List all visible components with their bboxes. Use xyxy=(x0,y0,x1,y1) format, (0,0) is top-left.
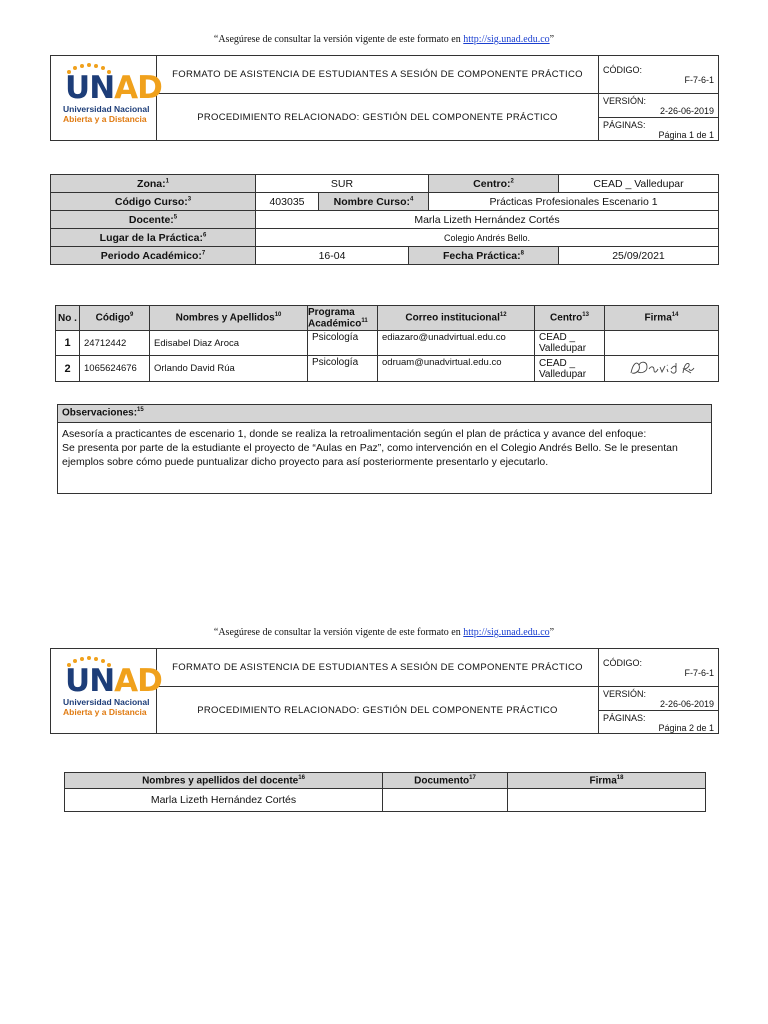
zona-value: SUR xyxy=(256,175,429,193)
docente-label: Docente:$^5$ xyxy=(51,211,256,229)
pages-label: PÁGINAS: xyxy=(603,713,646,723)
col-teacher-document: Documento$^{17}$ xyxy=(383,773,508,789)
teacher-name-value: Marla Lizeth Hernández Cortés xyxy=(65,789,383,812)
logo-wordmark: UNAD xyxy=(65,70,162,106)
col-programa: Programa Académico$^{11}$ xyxy=(308,306,378,331)
row-nombre: Orlando David Rúa xyxy=(150,356,308,382)
logo-distance-line: Abierta y a Distancia xyxy=(63,707,147,717)
logo-university-line: Universidad Nacional xyxy=(63,104,150,114)
observations-label: Observaciones:$^{15}$ xyxy=(58,405,711,423)
teacher-signature-value xyxy=(508,789,706,812)
version-notice: “Asegúrese de consultar la versión vigente de este formato en http://sig.unad.edu.co” xyxy=(213,34,555,45)
teacher-signature-table xyxy=(64,772,706,812)
logo-distance-line: Abierta y a Distancia xyxy=(63,114,147,124)
codigo-curso-label: Código Curso:$^3$ xyxy=(51,193,256,211)
docente-value: Marla Lizeth Hernández Cortés xyxy=(256,211,719,229)
procedure-title: PROCEDIMIENTO RELACIONADO: GESTIÓN DEL COMPONENTE PRÁCTICO xyxy=(157,687,599,734)
row-no: 1 xyxy=(56,331,80,356)
code-value: F-7-6-1 xyxy=(684,667,714,678)
code-cell xyxy=(599,56,719,94)
zona-label: Zona:$^1$ xyxy=(51,175,256,193)
students-header-row xyxy=(56,306,719,331)
row-codigo: 24712442 xyxy=(80,331,150,356)
centro-value: CEAD _ Valledupar xyxy=(559,175,719,193)
code-label: CÓDIGO: xyxy=(603,657,643,668)
nombre-curso-value: Prácticas Profesionales Escenario 1 xyxy=(429,193,719,211)
unad-logo xyxy=(51,56,162,140)
code-value: F-7-6-1 xyxy=(684,74,714,85)
logo-wordmark: UNAD xyxy=(65,663,162,699)
nombre-curso-label: Nombre Curso:$^4$ xyxy=(319,193,429,211)
code-label: CÓDIGO: xyxy=(603,64,643,75)
observations-line-1: Asesoría a practicantes de escenario 1, donde se realiza la retroalimentación según el plan de práctica y avance del enfoque: xyxy=(62,428,647,440)
version-pages-cell xyxy=(599,687,719,734)
row-programa: Psicología xyxy=(308,356,378,382)
version-value: 2-26-06-2019 xyxy=(659,106,714,116)
pages-value: Página 1 de 1 xyxy=(658,130,714,140)
row-no: 2 xyxy=(56,356,80,382)
row-centro: CEAD _ Valledupar xyxy=(535,331,605,356)
code-cell xyxy=(599,649,719,687)
teacher-document-value xyxy=(383,789,508,812)
lugar-value: Colegio Andrés Bello. xyxy=(256,229,719,247)
logo-cell xyxy=(51,649,162,734)
logo-university-line: Universidad Nacional xyxy=(63,697,150,707)
version-label: VERSIÓN: xyxy=(603,689,647,699)
version-value: 2-26-06-2019 xyxy=(659,699,714,709)
row-firma xyxy=(605,331,719,356)
pages-value: Página 2 de 1 xyxy=(658,723,714,733)
sig-link[interactable]: http://sig.unad.edu.co xyxy=(463,34,550,45)
col-codigo: Código$^9$ xyxy=(80,306,150,331)
col-centro: Centro$^{13}$ xyxy=(535,306,605,331)
form-title: FORMATO DE ASISTENCIA DE ESTUDIANTES A SESIÓN DE COMPONENTE PRÁCTICO xyxy=(157,649,599,687)
row-centro: CEAD _ Valledupar xyxy=(535,356,605,382)
fecha-value: 25/09/2021 xyxy=(559,247,719,265)
centro-label: Centro:$^2$ xyxy=(429,175,559,193)
table-row xyxy=(56,356,719,382)
procedure-title: PROCEDIMIENTO RELACIONADO: GESTIÓN DEL COMPONENTE PRÁCTICO xyxy=(157,94,599,141)
logo-cell xyxy=(51,56,162,141)
col-teacher-signature: Firma$^{18}$ xyxy=(508,773,706,789)
row-correo: odruam@unadvirtual.edu.co xyxy=(378,356,535,382)
fecha-label: Fecha Práctica:$^8$ xyxy=(409,247,559,265)
col-nombres: Nombres y Apellidos$^{10}$ xyxy=(150,306,308,331)
observations-box xyxy=(57,404,712,494)
col-teacher-name: Nombres y apellidos del docente$^{16}$ xyxy=(65,773,383,789)
students-table xyxy=(55,305,719,382)
row-firma xyxy=(605,356,719,382)
observations-text xyxy=(58,423,711,473)
pages-label: PÁGINAS: xyxy=(603,120,646,130)
observations-line-2: Se presenta por parte de la estudiante el proyecto de “Aulas en Paz”, como intervención en el Colegio Andrés Bello. Se le presentan ejemplos sobre cómo puede puntualizar dicho proyecto para así posteriormente presentarlo y ejecutarlo. xyxy=(62,442,678,468)
periodo-label: Periodo Académico:$^7$ xyxy=(51,247,256,265)
row-programa: Psicología xyxy=(308,331,378,356)
form-title: FORMATO DE ASISTENCIA DE ESTUDIANTES A SESIÓN DE COMPONENTE PRÁCTICO xyxy=(157,56,599,94)
col-correo: Correo institucional$^{12}$ xyxy=(378,306,535,331)
row-nombre: Edisabel Diaz Aroca xyxy=(150,331,308,356)
version-pages-cell xyxy=(599,94,719,141)
unad-logo xyxy=(51,649,162,733)
version-notice-page-2: “Asegúrese de consultar la versión vigente de este formato en http://sig.unad.edu.co” xyxy=(213,627,555,638)
document-header xyxy=(50,55,719,141)
version-label: VERSIÓN: xyxy=(603,96,647,106)
codigo-curso-value: 403035 xyxy=(256,193,319,211)
document-header-page-2 xyxy=(50,648,719,734)
sig-link-page-2[interactable]: http://sig.unad.edu.co xyxy=(463,627,550,638)
col-firma: Firma$^{14}$ xyxy=(605,306,719,331)
periodo-value: 16-04 xyxy=(256,247,409,265)
row-codigo: 1065624676 xyxy=(80,356,150,382)
table-row xyxy=(65,789,706,812)
col-no: No . xyxy=(56,306,80,331)
row-correo: ediazaro@unadvirtual.edu.co xyxy=(378,331,535,356)
handwritten-signature-icon xyxy=(627,357,697,377)
teacher-header-row xyxy=(65,773,706,789)
session-info-table xyxy=(50,174,719,265)
lugar-label: Lugar de la Práctica:$^6$ xyxy=(51,229,256,247)
table-row xyxy=(56,331,719,356)
